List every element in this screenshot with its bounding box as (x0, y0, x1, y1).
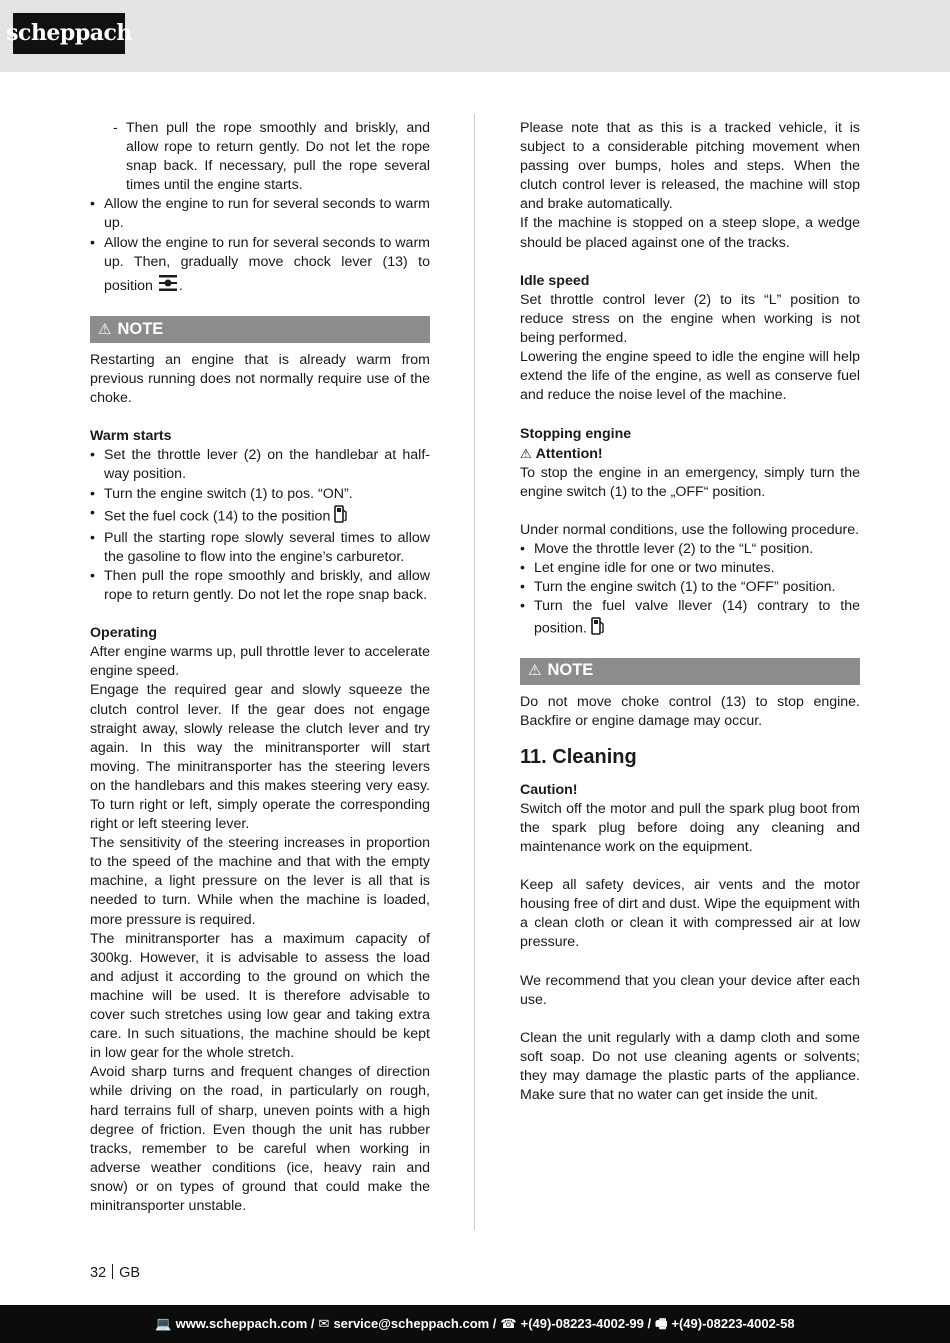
list-item: • Move the throttle lever (2) to the “L“ position. (520, 540, 860, 559)
column-divider (474, 114, 475, 1230)
warning-triangle-icon: ⚠ (520, 445, 532, 461)
fuel-pump-icon (591, 616, 605, 641)
note-text: Restarting an engine that is already warm from previous running does not normally require use of the choke. (90, 351, 430, 407)
operating-paragraph: The sensitivity of the steering increases in proportion to the speed of the machine and that with the empty machine, a light pressure on the lever is all that is needed to turn. While when the machine is loaded, more pressure is required. (90, 835, 430, 928)
page-number-value: 32 (90, 1265, 107, 1281)
email-link[interactable]: service@scheppach.com / (333, 1316, 497, 1332)
note-banner (90, 316, 430, 343)
scheppach-logo: scheppach (13, 13, 125, 54)
language-code: GB (119, 1265, 141, 1281)
operating-heading: Operating (90, 625, 158, 642)
operating-paragraph: After engine warms up, pull throttle lever to accelerate engine speed. (90, 644, 430, 680)
idle-paragraph: Lowering the engine speed to idle the engine will help extend the life of the engine, as well as conserve fuel and reduce the noise level of the machine. (520, 349, 860, 404)
fax-icon: 🖷 (655, 1316, 668, 1332)
warm-starts-list (90, 446, 430, 605)
warning-triangle-icon: ⚠ (528, 662, 542, 680)
dash-list (90, 119, 430, 195)
phone-number: +(49)-08223-4002-99 / (520, 1316, 652, 1332)
note-label: NOTE (547, 661, 594, 680)
choke-position-icon (157, 272, 179, 300)
cleaning-paragraph: Switch off the motor and pull the spark plug boot from the spark plug before doing any cleaning and maintenance work on the equipment. (520, 800, 860, 855)
note-banner (520, 658, 860, 685)
idle-paragraph: Set throttle control lever (2) to its “L” position to reduce stress on the engine when working is not being performed. (520, 291, 860, 347)
stop-steps-list (520, 540, 860, 641)
attention-text: Attention! (535, 445, 603, 462)
cleaning-paragraph: Clean the unit regularly with a damp cloth and some soft soap. Do not use cleaning agents or solvents; they may damage the plastic parts of the appliance. Make sure that no water can get inside the unit. (520, 1029, 860, 1104)
note-label: NOTE (117, 319, 164, 338)
operating-paragraph: Avoid sharp turns and frequent changes of direction while driving on the road, in particularly on rough, hard terrains full of sharp, uneven points with a high degree of friction. Even though the unit has rubber tracks, remember to be careful when working in adverse weather conditions (ice, heavy rain and snow) or on types of ground that could make the minitransporter unstable. (90, 1064, 430, 1214)
computer-icon: 💻 (155, 1316, 172, 1332)
intro-paragraph: If the machine is stopped on a steep slope, a wedge should be placed against one of the tracks. (520, 215, 860, 251)
list-item (90, 504, 430, 529)
fax-number: +(49)-08223-4002-58 (671, 1316, 795, 1332)
list-item: • Pull the starting rope slowly several times to allow the gasoline to flow into the engine’s carburetor. (90, 529, 430, 567)
list-item: • Turn the engine switch (1) to pos. “ON”. (90, 485, 430, 504)
warning-triangle-icon: ⚠ (98, 320, 112, 338)
cleaning-paragraph: We recommend that you clean your device after each use. (520, 972, 860, 1008)
phone-icon: ☎ (500, 1316, 517, 1332)
page-number (90, 1264, 140, 1283)
page-header (0, 0, 950, 72)
list-item-text: Turn the fuel valve llever (14) contrary to the position. (534, 598, 860, 637)
caution-label: Caution! (520, 781, 578, 798)
list-item-text: Allow the engine to run for several seconds to warm up. Then, gradually move chock lever (13) to position (104, 234, 430, 294)
list-item (520, 597, 860, 641)
note-text: Do not move choke control (13) to stop engine. Backfire or engine damage may occur. (520, 693, 860, 729)
operating-paragraph: The minitransporter has a maximum capacity of 300kg. However, it is advisable to assess the load and adjust it according to the ground on which the machine will be used. It is therefore advisable to cover such stretches using low gear and taking extra care. In such situations, the machine should be kept in low gear for the whole stretch. (90, 930, 430, 1062)
list-item: • Let engine idle for one or two minutes. (520, 559, 860, 578)
list-item: • Allow the engine to run for several seconds to warm up. (90, 195, 430, 233)
list-item: - Then pull the rope smoothly and briskly, and allow rope to return gently. Do not let the rope snap back. If necessary, pull the rope several times until the engine starts. (90, 119, 430, 195)
right-column (520, 119, 860, 1105)
stopping-text: To stop the engine in an emergency, simply turn the engine switch (1) to the „OFF“ position. (520, 464, 860, 500)
cleaning-section-title: 11. Cleaning (520, 745, 637, 768)
footer-contact-bar (0, 1305, 950, 1343)
email-icon: ✉ (318, 1316, 330, 1332)
list-item: • Set the throttle lever (2) on the handlebar at half-way position. (90, 446, 430, 484)
website-link[interactable]: www.scheppach.com / (175, 1316, 315, 1332)
intro-paragraph: Please note that as this is a tracked vehicle, it is subject to a considerable pitching movement when passing over bumps, holes and steps. When the clutch control lever is released, the machine will stop and brake automatically. (520, 120, 860, 213)
list-item: • Turn the engine switch (1) to the “OFF” position. (520, 578, 860, 597)
fuel-pump-icon (334, 504, 348, 529)
warm-starts-heading: Warm starts (90, 428, 172, 445)
operating-paragraph: Engage the required gear and slowly squeeze the clutch control lever. If the gear does not engage straight away, slowly release the clutch lever and try again. In this way the minitransporter will start moving. The minitransporter has the steering levers on the handlebars and this makes steering very easy. To turn right or left, simply operate the corresponding right or left steering lever. (90, 682, 430, 833)
normal-conditions-text: Under normal conditions, use the following procedure. (520, 521, 860, 538)
idle-speed-heading: Idle speed (520, 272, 590, 289)
list-item: • Then pull the rope smoothly and briskly, and allow rope to return gently. Do not let the rope snap back. (90, 567, 430, 605)
attention-label (520, 444, 860, 464)
cleaning-paragraph: Keep all safety devices, air vents and the motor housing free of dirt and dust. Wipe the equipment with a clean cloth or clean it with compressed air at low pressure. (520, 877, 860, 951)
list-item: • Allow the engine to run for several seconds to warm up. Then, gradually move chock lever (13) to position . (90, 234, 430, 300)
list-item-text: Set the fuel cock (14) to the position (104, 507, 331, 524)
bullet-list (90, 195, 430, 299)
stopping-engine-heading: Stopping engine (520, 425, 632, 442)
left-column (90, 119, 430, 1216)
